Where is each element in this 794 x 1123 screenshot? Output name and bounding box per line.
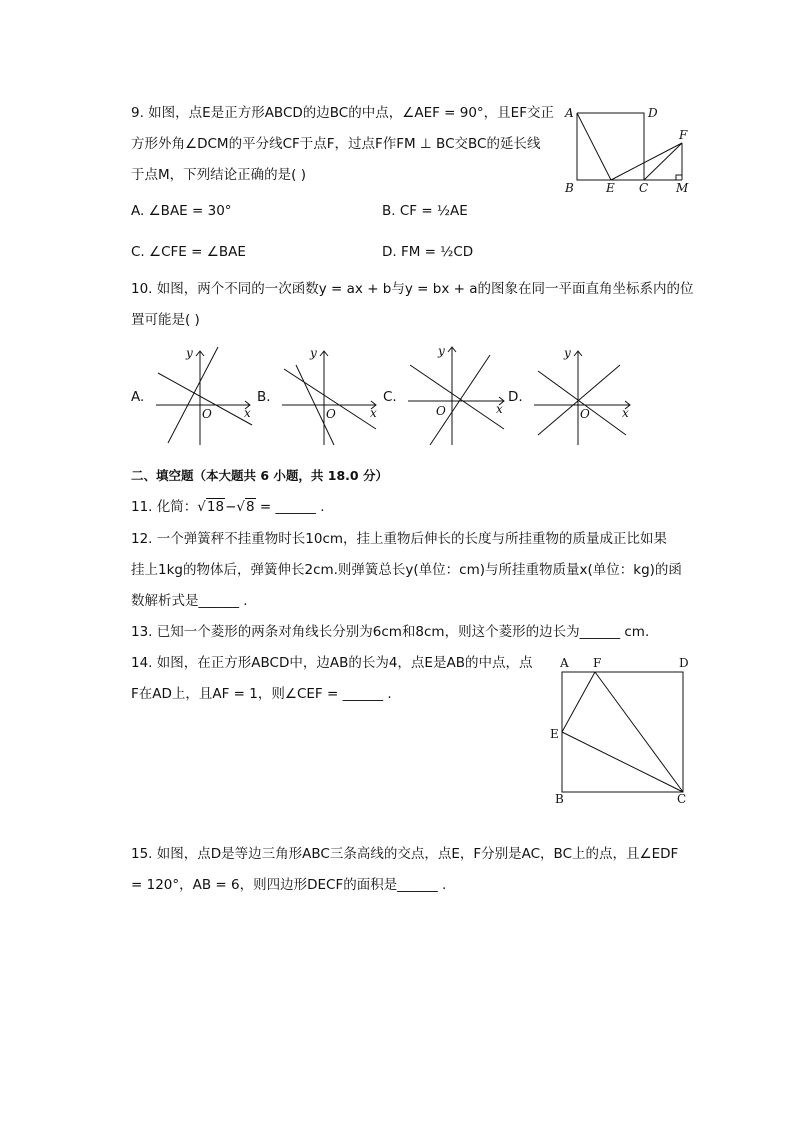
q9-label-d: D — [648, 106, 658, 120]
q11-radical-2: √8 — [236, 499, 255, 515]
q14-label-d: D — [679, 656, 689, 670]
q10-line-2: 置可能是( ) — [131, 312, 200, 328]
q10-graph-d — [530, 343, 635, 451]
q14-label-c: C — [677, 792, 687, 806]
q10-b-y: y — [310, 346, 317, 360]
q14-line-1: 14. 如图，在正方形ABCD中，边AB的长为4，点E是AB的中点，点 — [131, 655, 533, 671]
q9-option-c: C. ∠CFE = ∠BAE — [131, 244, 246, 260]
q10-graph-c — [404, 343, 509, 451]
q10-a-x: x — [244, 406, 251, 420]
q10-d-y: y — [564, 346, 571, 360]
q11-radicand-1: 18 — [206, 499, 225, 515]
q9-option-d: D. FM = ½CD — [382, 244, 474, 260]
q12-line-2: 挂上1kg的物体后，弹簧伸长2cm.则弹簧总长y(单位：cm)与所挂重物质量x(单位：kg)的函 — [131, 562, 682, 578]
q11-radicand-2: 8 — [245, 499, 255, 515]
q9-line-3: 于点M，下列结论正确的是( ) — [131, 167, 306, 183]
q10-c-x: x — [496, 402, 503, 416]
q10-option-c-label: C. — [383, 389, 397, 405]
q10-d-origin: O — [580, 407, 590, 421]
section-2-title: 二、填空题（本大题共 6 小题，共 18.0 分） — [131, 468, 388, 483]
q9-figure — [560, 100, 700, 204]
q9-label-f: F — [679, 128, 688, 142]
q14-line-2: F在AD上，且AF = 1，则∠CEF = ______ . — [131, 686, 392, 702]
q9-option-a: A. ∠BAE = 30° — [131, 203, 232, 219]
q9-option-b: B. CF = ½AE — [382, 203, 468, 219]
q10-c-origin: O — [436, 404, 446, 418]
q10-d-x: x — [622, 406, 629, 420]
q10-line-1: 10. 如图，两个不同的一次函数y = ax + b与y = bx + a的图象在同一平面直角坐标系内的位 — [131, 281, 694, 297]
q10-c-y: y — [438, 344, 445, 358]
q9-label-m: M — [676, 181, 689, 195]
q10-b-x: x — [370, 406, 377, 420]
q10-option-d-label: D. — [508, 389, 523, 405]
q12-line-3: 数解析式是______ . — [131, 593, 248, 609]
q14-label-b: B — [555, 792, 564, 806]
q11-radical-1: √18 — [197, 499, 225, 515]
q9-line-2: 方形外角∠DCM的平分线CF于点F，过点F作FM ⊥ BC交BC的延长线 — [131, 136, 541, 152]
q14-label-f: F — [593, 656, 602, 670]
q10-graph-b — [278, 343, 383, 451]
q14-figure — [545, 652, 705, 816]
q10-graph-a — [152, 343, 257, 451]
q10-a-y: y — [186, 346, 193, 360]
q9-label-b: B — [565, 181, 574, 195]
q9-label-e: E — [606, 181, 615, 195]
q14-label-a: A — [560, 656, 569, 670]
q11-prefix: 11. 化简： — [131, 499, 198, 515]
q11-suffix: = ______ . — [259, 499, 325, 515]
q15-line-2: = 120°，AB = 6，则四边形DECF的面积是______ . — [131, 877, 447, 893]
q10-a-origin: O — [202, 407, 212, 421]
q14-label-e: E — [550, 727, 559, 741]
q15-line-1: 15. 如图，点D是等边三角形ABC三条高线的交点，点E，F分别是AC，BC上的点，且∠EDF — [131, 846, 679, 862]
q10-option-a-label: A. — [131, 389, 145, 405]
q10-option-b-label: B. — [257, 389, 271, 405]
q9-label-c: C — [639, 181, 649, 195]
q11-minus: − — [225, 499, 237, 515]
q12-line-1: 12. 一个弹簧秤不挂重物时长10cm，挂上重物后伸长的长度与所挂重物的质量成正比如果 — [131, 531, 668, 547]
q11-line — [131, 497, 325, 517]
q13-line: 13. 已知一个菱形的两条对角线长分别为6cm和8cm，则这个菱形的边长为______ cm. — [131, 624, 650, 640]
q10-b-origin: O — [326, 407, 336, 421]
q9-label-a: A — [565, 106, 574, 120]
q9-line-1: 9. 如图，点E是正方形ABCD的边BC的中点，∠AEF = 90°，且EF交正 — [131, 105, 554, 121]
